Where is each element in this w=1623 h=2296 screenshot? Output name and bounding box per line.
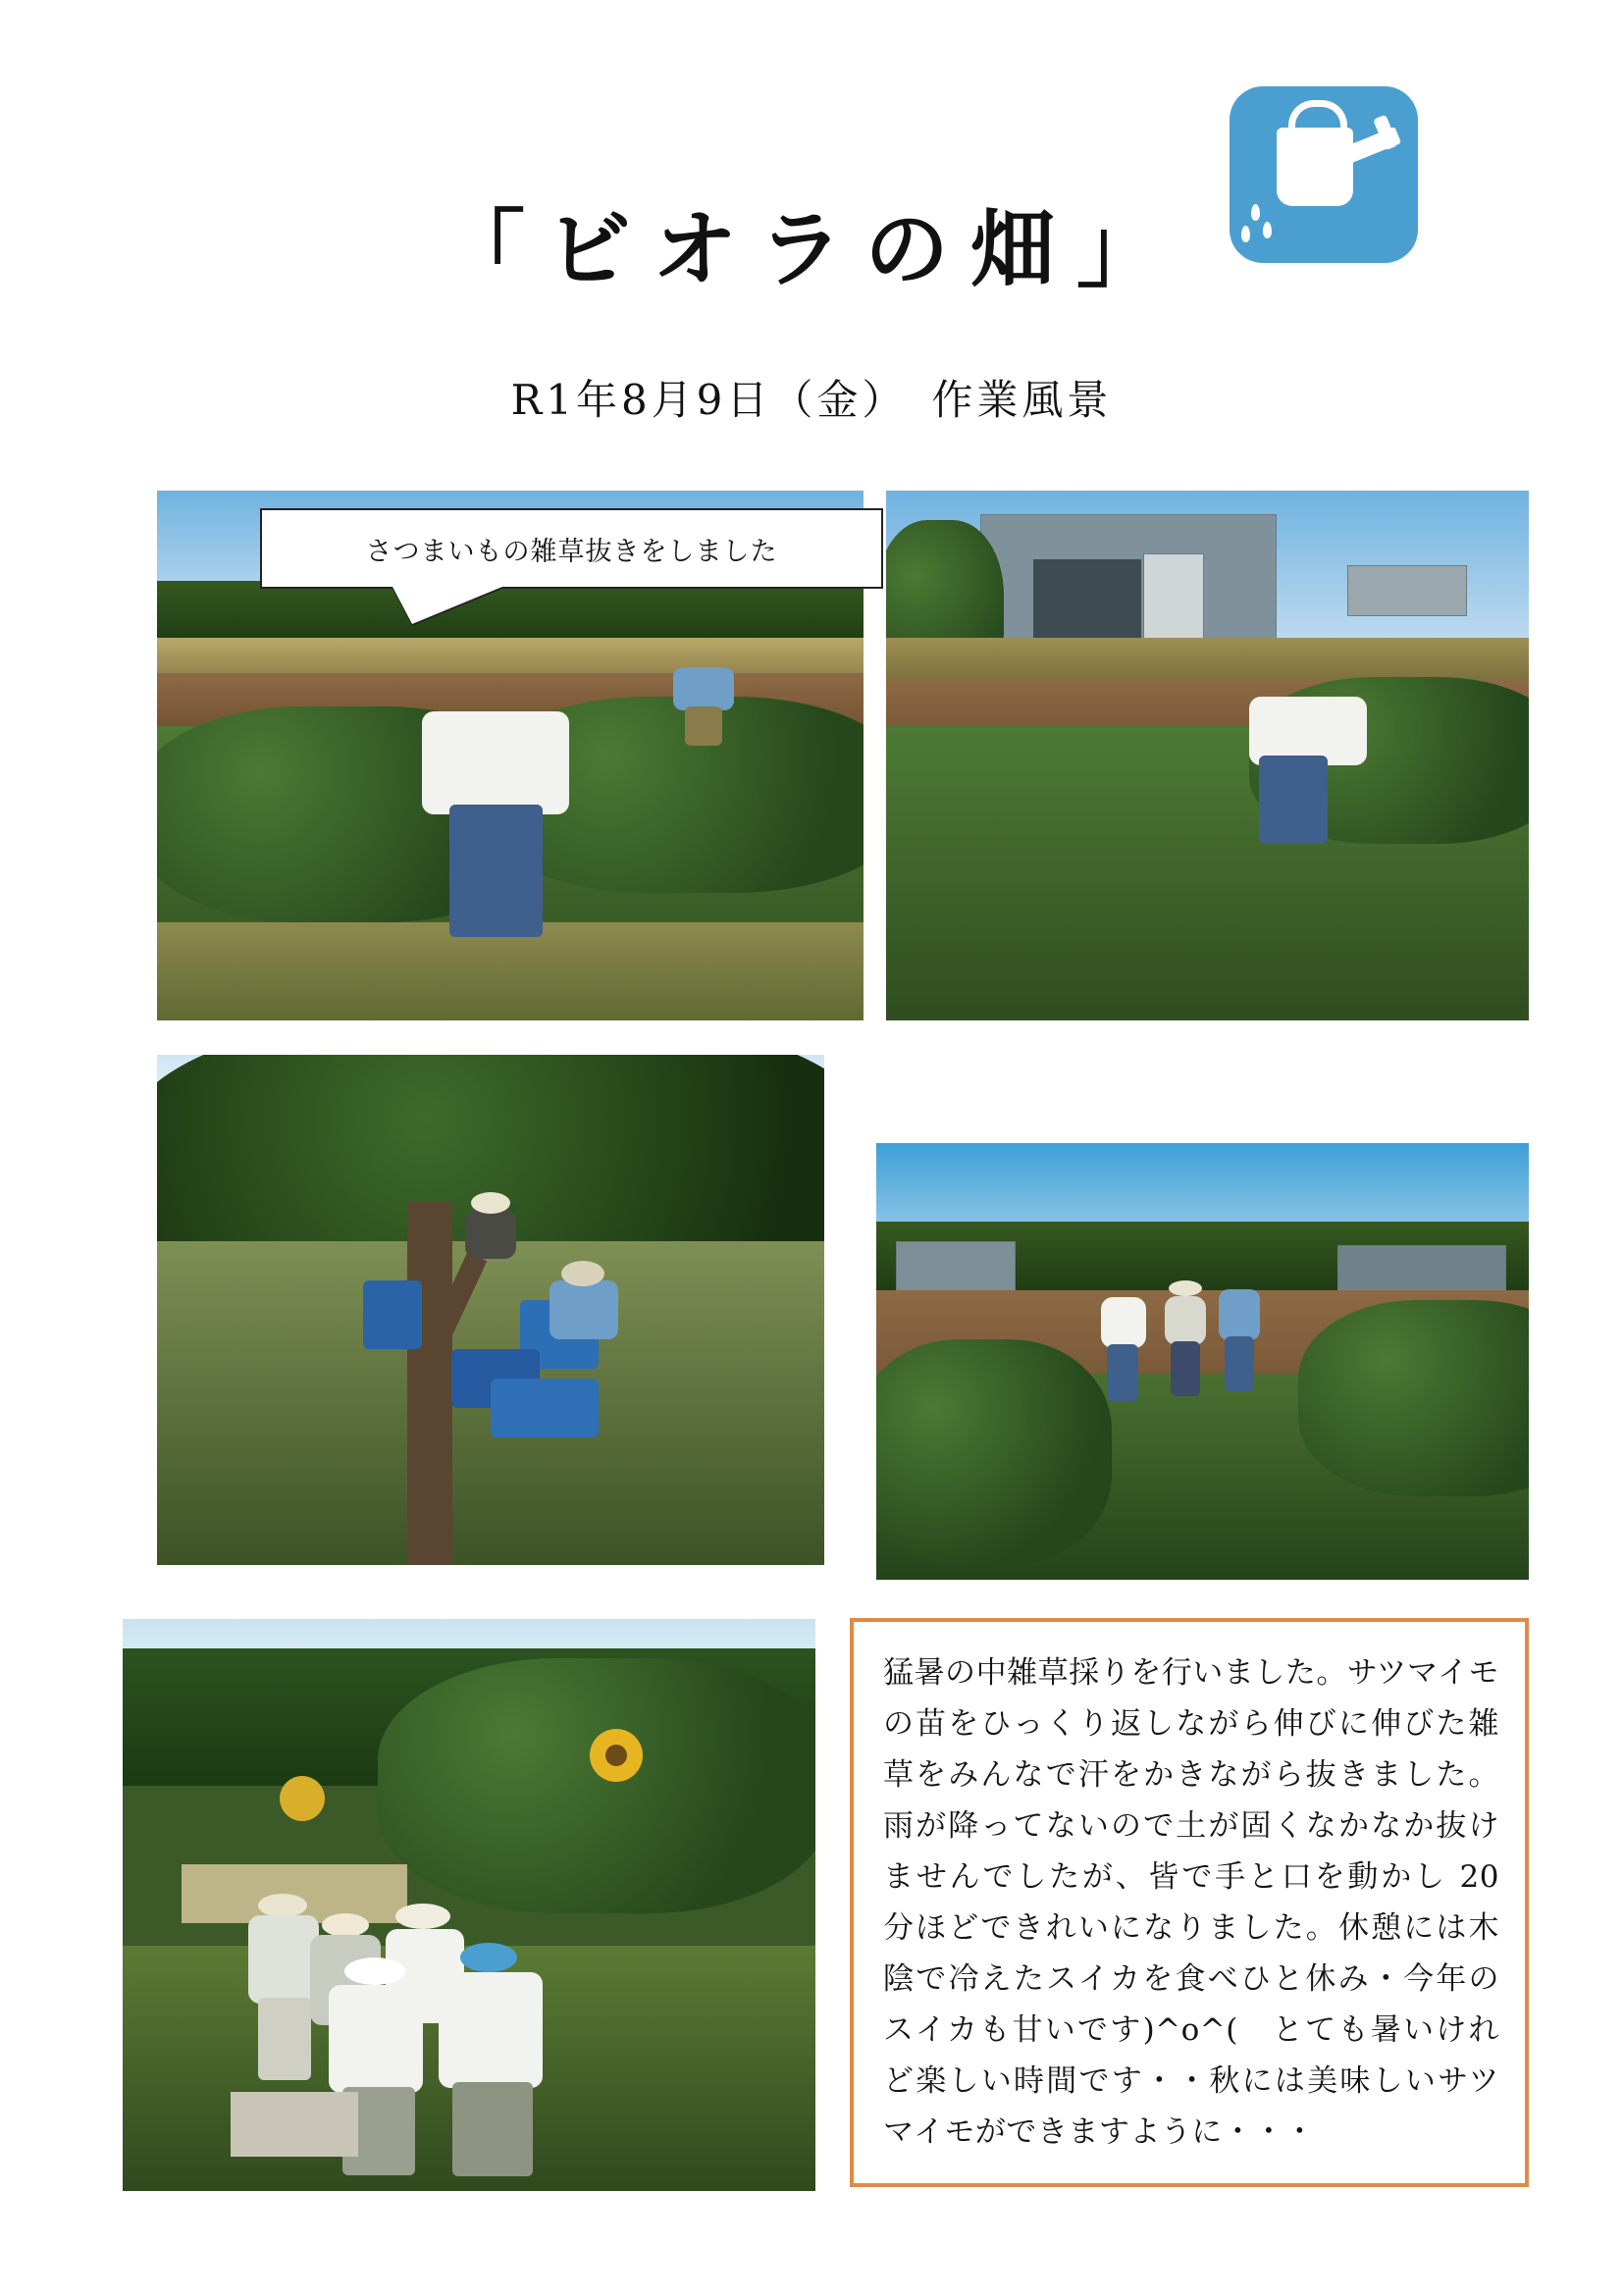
photo-container xyxy=(491,1379,599,1437)
photo-person-shirt xyxy=(422,711,569,814)
report-body: 猛暑の中雑草採りを行いました。サツマイモの苗をひっくり返しながら伸びに伸びた雑草をみんなで汗をかきながら抜きました。雨が降ってないので土が固くなかなか抜けませんでしたが、皆で手と口を動かし 20 分ほどできれいになりました。休憩には木陰で冷えたスイカを食べひと休み・今年のスイカも甘いです)^o^( とても暑いけれど楽しい時間です・・秋には美味しいサツマイモができますように・・・ xyxy=(883,1655,1499,2150)
photo-person-pants xyxy=(1171,1341,1200,1396)
document-header xyxy=(0,0,1623,461)
photo-person-hat xyxy=(561,1261,604,1286)
photo-person-pants xyxy=(1107,1344,1138,1401)
report-textbox xyxy=(850,1618,1529,2187)
photo-person-distant xyxy=(667,657,746,746)
photo-person-hat xyxy=(322,1913,369,1937)
photo-person-hat xyxy=(395,1904,450,1929)
photo-person-bending xyxy=(1230,697,1396,844)
photo-shed xyxy=(1337,1245,1506,1292)
page-title: 「ビオラの畑」 xyxy=(441,200,1182,299)
photo-person-standing xyxy=(1215,1276,1268,1393)
photo-group-in-field xyxy=(876,1143,1529,1580)
photo-person-pants xyxy=(258,1998,311,2080)
photo-sunflower-center xyxy=(605,1745,627,1766)
water-drop-icon xyxy=(1263,222,1272,238)
photo-person-standing xyxy=(1161,1280,1214,1398)
photo-stone-block xyxy=(231,2092,358,2157)
photo-person-hat xyxy=(344,1957,405,1985)
photo-person-shirt xyxy=(439,1972,543,2088)
callout-balloon-tail xyxy=(393,587,502,624)
photo-person-shirt xyxy=(1101,1297,1146,1348)
photo-person-pants xyxy=(452,2082,533,2176)
photo-person-hat xyxy=(471,1192,510,1214)
photo-person-bending xyxy=(402,711,589,937)
photo-tree-trunk xyxy=(407,1202,452,1565)
watering-can-icon xyxy=(1230,86,1418,263)
photo-sunflower xyxy=(280,1776,325,1821)
photo-person-kneeling xyxy=(435,1943,552,2178)
photo-foliage xyxy=(378,1658,815,1913)
photo-person-hat xyxy=(1169,1280,1202,1296)
photo-rest-under-tree xyxy=(157,1055,824,1565)
photo-person-shirt xyxy=(329,1985,423,2093)
water-drop-icon xyxy=(1241,226,1250,242)
photo-person-shirt xyxy=(673,667,734,710)
photo-person-pants xyxy=(1259,756,1328,844)
photo-person-pants xyxy=(449,805,543,937)
photo-person-shirt xyxy=(1219,1289,1260,1340)
photo-person-hat xyxy=(258,1894,307,1917)
callout-text: さつまいもの雑草抜きをしました xyxy=(365,536,778,567)
watering-can-body xyxy=(1277,128,1353,206)
photo-person-pants xyxy=(685,706,722,746)
photo-person-standing xyxy=(461,1192,530,1280)
callout-balloon xyxy=(260,508,883,589)
photo-person-shirt xyxy=(550,1280,618,1339)
photo-person-pants xyxy=(1225,1336,1254,1391)
photo-person-shirt xyxy=(465,1210,516,1259)
photo-group-photo xyxy=(123,1619,815,2191)
photo-grass-clippings xyxy=(157,922,864,1020)
photo-field-near-shed xyxy=(886,491,1529,1020)
photo-house-far xyxy=(1347,565,1467,616)
photo-person-standing xyxy=(1097,1285,1154,1403)
photo-person-shirt xyxy=(1165,1296,1206,1345)
photo-shed xyxy=(896,1241,1016,1292)
photo-foliage xyxy=(1298,1300,1529,1496)
photo-person-sitting xyxy=(550,1261,638,1369)
photo-treeline xyxy=(157,581,864,640)
photo-foliage xyxy=(876,1339,1112,1565)
page-subtitle: R1年8月9日（金） 作業風景 xyxy=(510,376,1113,424)
photo-container xyxy=(363,1280,422,1349)
water-drop-icon xyxy=(1251,204,1260,221)
photo-person-cap xyxy=(460,1943,517,1972)
